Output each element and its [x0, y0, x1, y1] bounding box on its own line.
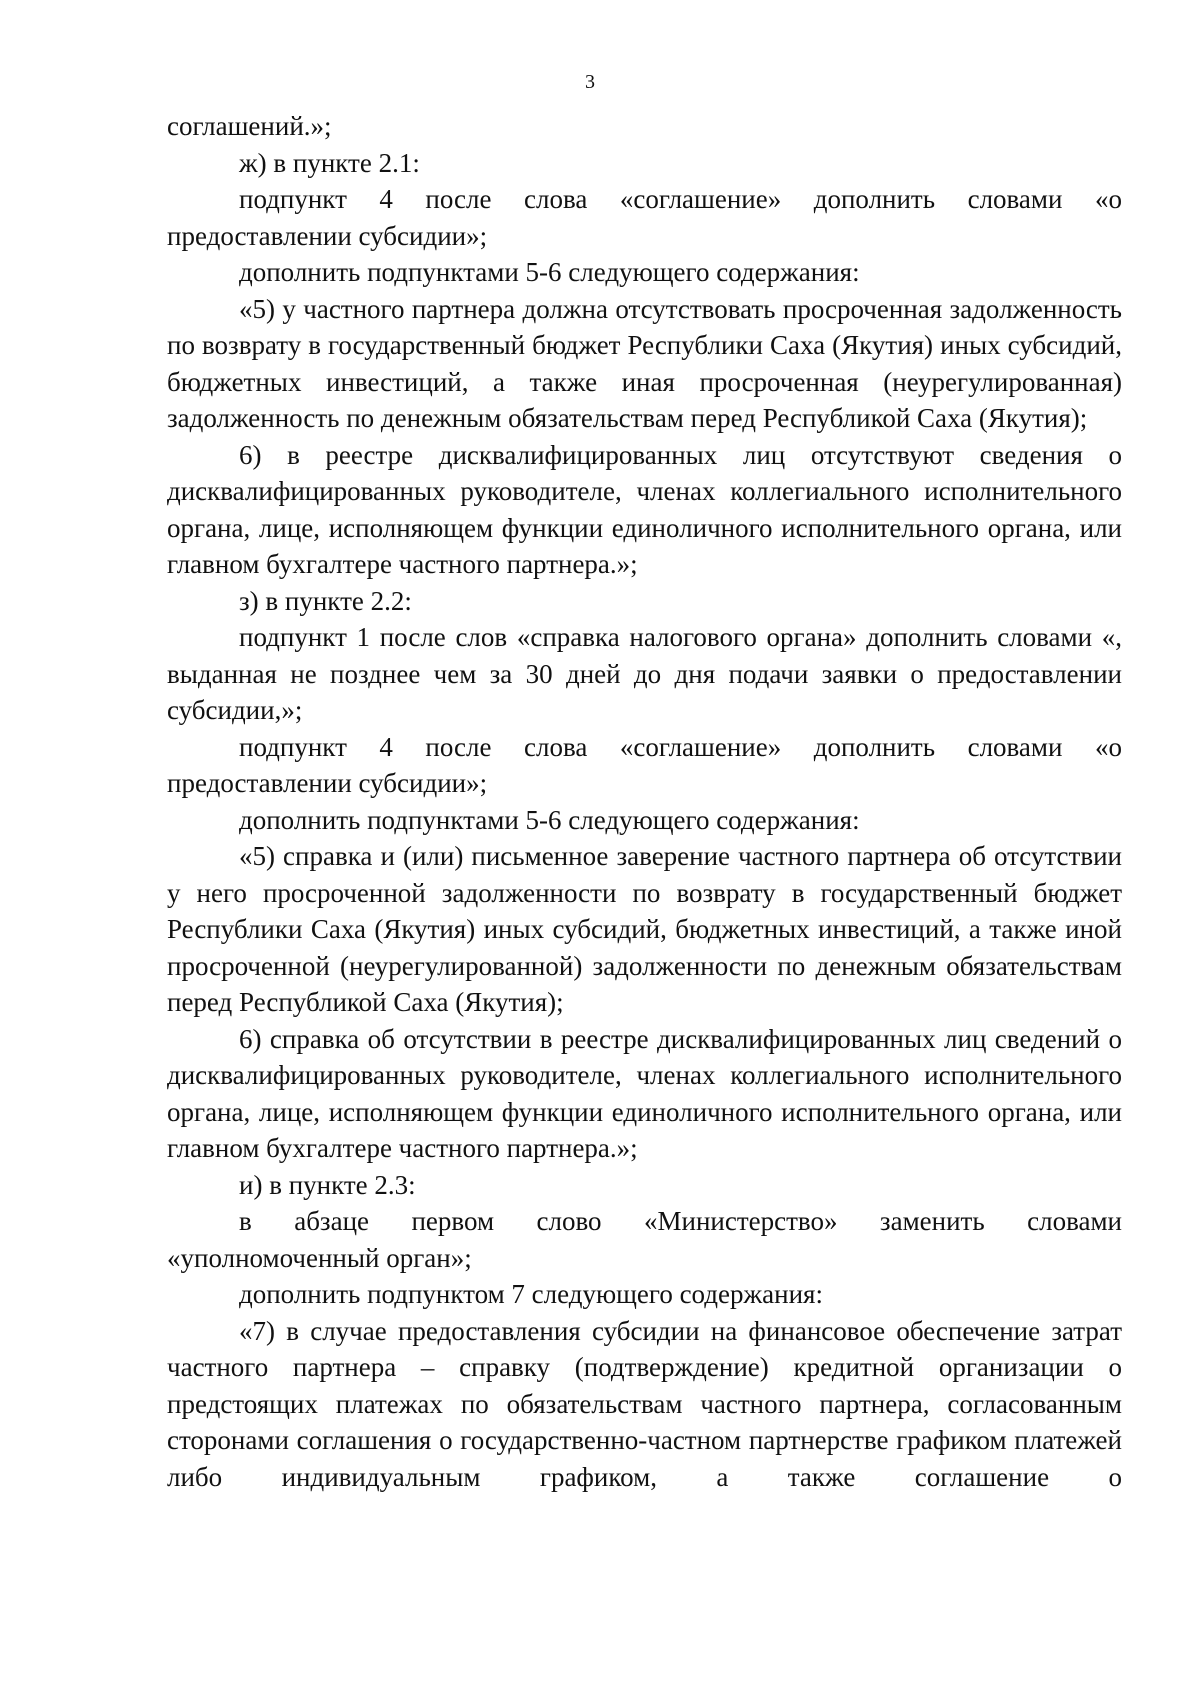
paragraph: дополнить подпунктом 7 следующего содержания:: [239, 1279, 823, 1309]
paragraph: подпункт 1 после слов «справка налогового органа» дополнить словами «, выданная не позднее чем за 30 дней до дня подачи заявки о предоставлении субсидии,»;: [167, 622, 1122, 725]
paragraph: «5) у частного партнера должна отсутствовать просроченная задолженность по возврату в государственный бюджет Республики Саха (Якутия) иных субсидий, бюджетных инвестиций, а также иная просроченная (неурегулированная) задолженность по денежным обязательствам перед Республикой Саха (Якутия);: [167, 293, 1122, 433]
paragraph: в абзаце первом слово «Министерство» заменить словами «уполномоченный орган»;: [167, 1206, 1122, 1273]
paragraph: дополнить подпунктами 5-6 следующего содержания:: [239, 804, 860, 835]
paragraph-continuation: соглашений.»;: [167, 111, 332, 141]
paragraph-item-i-heading: и) в пункте 2.3:: [239, 1169, 416, 1200]
paragraph-item-z-heading: з) в пункте 2.2:: [239, 585, 412, 616]
paragraph: 6) в реестре дисквалифицированных лиц отсутствуют сведения о дисквалифицированных руководителе, членах коллегиального исполнительного органа, лице, исполняющем функции единоличного исполнительного органа, или главном бухгалтере частного партнера.»;: [167, 439, 1122, 579]
page-number: 3: [585, 71, 595, 93]
paragraph-continued-next-page: «7) в случае предоставления субсидии на финансовое обеспечение затрат частного партнера – справку (подтверждение) кредитной организации о предстоящих платежах по обязательствам частного партнера, согласованным сторонами соглашения о государственно-частном партнерстве графиком платежей либо индивидуальным графиком, а также соглашение о: [167, 1315, 1122, 1492]
paragraph-item-zh-heading: ж) в пункте 2.1:: [239, 147, 420, 178]
document-body: [167, 108, 1122, 1495]
paragraph: «5) справка и (или) письменное заверение частного партнера об отсутствии у него просроченной задолженности по возврату в государственный бюджет Республики Саха (Якутия) иных субсидий, бюджетных инвестиций, а также иной просроченной (неурегулированной) задолженности по денежным обязательствам перед Республикой Саха (Якутия);: [167, 841, 1122, 1017]
paragraph: дополнить подпунктами 5-6 следующего содержания:: [239, 257, 860, 287]
paragraph: подпункт 4 после слова «соглашение» дополнить словами «о предоставлении субсидии»;: [167, 731, 1122, 798]
paragraph: 6) справка об отсутствии в реестре дисквалифицированных лиц сведений о дисквалифицированных руководителе, членах коллегиального исполнительного органа, лице, исполняющем функции единоличного исполнительного органа, или главном бухгалтере частного партнера.»;: [167, 1023, 1122, 1163]
paragraph: подпункт 4 после слова «соглашение» дополнить словами «о предоставлении субсидии»;: [167, 184, 1122, 251]
